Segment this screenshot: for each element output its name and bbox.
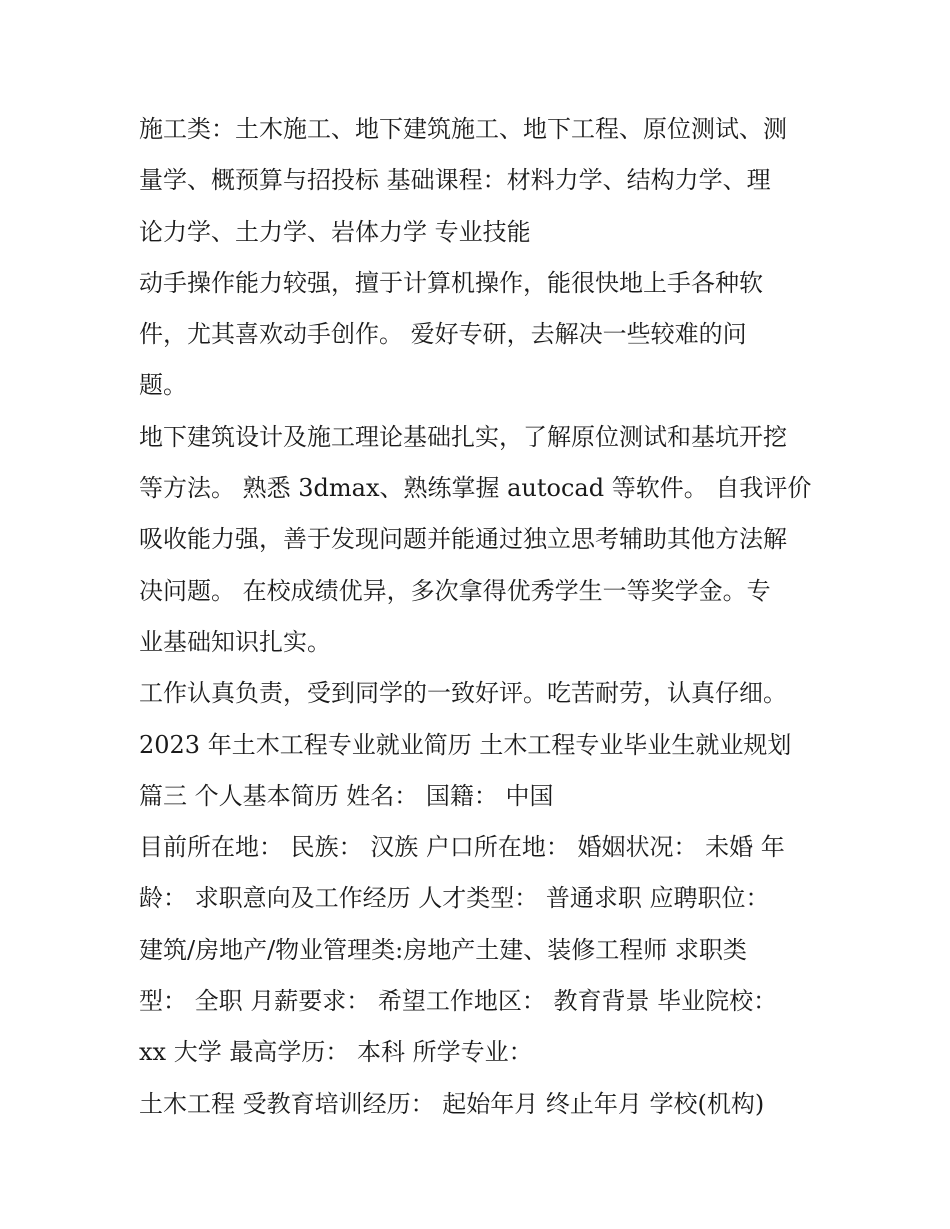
text-line: 土木工程 受教育培训经历： 起始年月 终止年月 学校(机构) bbox=[139, 1089, 765, 1118]
text-line: 施工类：土木施工、地下建筑施工、地下工程、原位测试、测 bbox=[139, 115, 787, 143]
text-line: 龄： 求职意向及工作经历 人才类型： 普通求职 应聘职位： bbox=[139, 884, 770, 913]
text-line: 目前所在地： 民族： 汉族 户口所在地： 婚姻状况： 未婚 年 bbox=[139, 833, 785, 862]
text-line: 题。 bbox=[139, 371, 187, 400]
paragraph-skills bbox=[139, 258, 829, 412]
text-line: 建筑/房地产/物业管理类:房地产土建、装修工程师 求职类 bbox=[139, 935, 747, 964]
text-line: 等方法。 熟悉 3dmax、熟练掌握 autocad 等软件。 自我评价 bbox=[139, 474, 812, 503]
text-line: 篇三 个人基本简历 姓名： 国籍： 中国 bbox=[139, 781, 554, 810]
text-line: 工作认真负责，受到同学的一致好评。吃苦耐劳，认真仔细。 bbox=[139, 679, 787, 708]
text-line: 件，尤其喜欢动手创作。 爱好专研，去解决一些较难的问 bbox=[139, 320, 747, 349]
text-line: 型： 全职 月薪要求： 希望工作地区： 教育背景 毕业院校： bbox=[139, 987, 778, 1016]
text-line: 论力学、土力学、岩体力学 专业技能 bbox=[139, 217, 531, 246]
paragraph-self-evaluation bbox=[139, 412, 829, 668]
text-line: 动手操作能力较强，擅于计算机操作，能很快地上手各种软 bbox=[139, 268, 763, 297]
text-line: 吸收能力强，善于发现问题并能通过独立思考辅助其他方法解 bbox=[139, 525, 787, 554]
text-line: 业基础知识扎实。 bbox=[139, 627, 331, 656]
paragraph-education bbox=[139, 1079, 829, 1130]
paragraph-resume-heading bbox=[139, 668, 829, 822]
paragraph-construction-courses bbox=[139, 104, 829, 258]
text-line: 地下建筑设计及施工理论基础扎实，了解原位测试和基坑开挖 bbox=[139, 422, 787, 451]
text-line: xx 大学 最高学历： 本科 所学专业： bbox=[139, 1038, 533, 1067]
text-line: 量学、概预算与招投标 基础课程：材料力学、结构力学、理 bbox=[139, 166, 771, 195]
text-line: 2023 年土木工程专业就业简历 土木工程专业毕业生就业规划 bbox=[139, 730, 792, 759]
document-body bbox=[139, 104, 829, 1130]
paragraph-basic-info bbox=[139, 822, 829, 1078]
text-line: 决问题。 在校成绩优异，多次拿得优秀学生一等奖学金。专 bbox=[139, 576, 771, 605]
